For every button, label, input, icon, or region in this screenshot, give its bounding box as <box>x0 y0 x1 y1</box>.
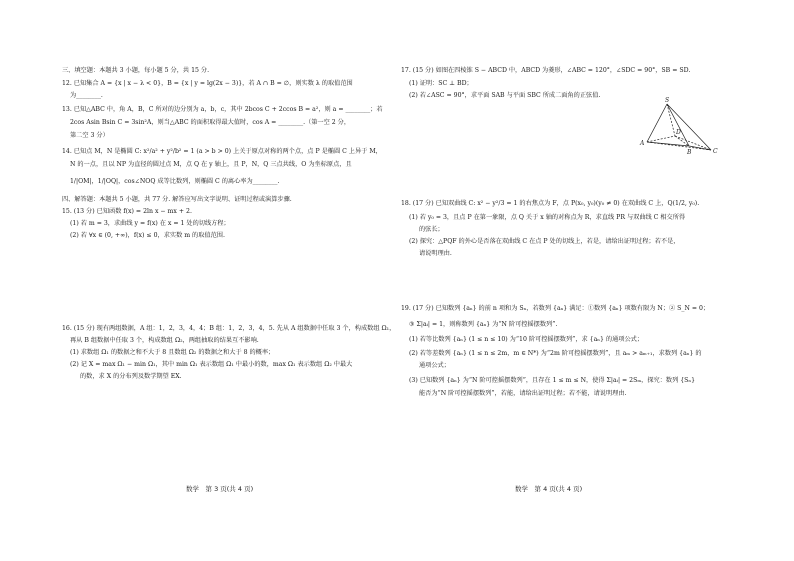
vertex-D-label: D <box>676 129 681 136</box>
question-17: 17. (15 分) 如图在四棱锥 S − ABCD 中，ABCD 为菱形，∠ABC = 120°，∠SDC = 90°，SB = SD. <box>401 67 691 74</box>
question-16-cont: 再从 B 组数据中任取 3 个，构成数组 Ω₂，两组抽取的结果互不影响. <box>70 337 259 344</box>
question-18-part2-cont: 请说明理由. <box>419 250 452 257</box>
question-19-part3-cont: 能否为“N 阶可控摇摆数列”，若能，请给出证明过程；若不能，请说明理由. <box>419 390 627 397</box>
question-18-part1: (1) 若 y₀ = 3，且点 P 在第一象限，点 Q 关于 x 轴的对称点为 R，求直线 PR 与双曲线 C 相交所得 <box>409 214 686 221</box>
question-13-cont2: 第二空 3 分） <box>70 132 109 139</box>
question-16-part2: (2) 记 X = max Ω₁ − min Ω₁，其中 min Ω₁ 表示数组 Ω₁ 中最小的数，max Ω₁ 表示数组 Ω₂ 中最大 <box>70 361 353 368</box>
question-16: 16. (15 分) 现有两组数据，A 组：1，2，3，4，4；B 组：1，2，3，4，5. 先从 A 组数据中任取 3 个，构成数组 Ω₁， <box>62 325 396 332</box>
question-19: 19. (17 分) 已知数列 {aₙ} 的前 n 项和为 Sₙ，若数列 {aₙ} 满足：①数列 {aₙ} 项数有限为 N；② S_N = 0； <box>401 305 710 312</box>
question-14: 14. 已知点 M，N 是椭圆 C: x²/a² + y²/b² = 1 (a > b > 0) 上关于原点对称的两个点，点 P 是椭圆 C 上异于 M， <box>62 148 382 155</box>
question-15-part2: (2) 若 ∀x ∈ (0, +∞)，f(x) ≤ 0，求实数 m 的取值范围. <box>70 232 225 239</box>
question-13: 13. 已知△ABC 中，角 A，B，C 所对的边分别为 a，b，c，其中 2bcos C + 2ccos B = a²，则 a = ________；若 <box>62 106 383 113</box>
question-15-part1: (1) 若 m = 3，求曲线 y = f(x) 在 x = 1 处的切线方程； <box>70 220 230 227</box>
page-footer: 数学 第 4 页(共 4 页) <box>515 485 583 493</box>
section-solution-heading: 四、解答题：本题共 5 小题，共 77 分. 解答应写出文字说明、证明过程或演算步骤. <box>62 196 292 203</box>
vertex-B-label: B <box>687 149 692 156</box>
question-18-part1-cont: 的弦长； <box>419 226 444 233</box>
question-18-part2: (2) 探究：△PQF 的外心是否落在双曲线 C 在点 P 处的切线上，若是，请给出证明过程；若不是， <box>409 238 680 245</box>
question-16-part2-cont: 的数，求 X 的分布列及数学期望 EX. <box>80 373 182 380</box>
page-footer: 数学 第 3 页(共 4 页) <box>186 485 254 493</box>
question-12-cont: 为________. <box>70 92 103 99</box>
question-19-part2-cont: 通项公式； <box>419 362 450 369</box>
question-15: 15. (13 分) 已知函数 f(x) = 2ln x − mx + 2. <box>62 208 192 215</box>
question-14-cont: N 的一点，且以 NP 为直径的圆过点 M，点 Q 在 y 轴上，且 P，N，Q 三点共线，O 为坐标原点，且 <box>70 161 352 168</box>
question-19-part1: (1) 若等比数列 {aₙ} (1 ≤ n ≤ 10) 为“10 阶可控摇摆数列”，求 {aₙ} 的通项公式； <box>409 336 644 343</box>
question-16-part1: (1) 求数组 Ω₁ 的数据之和不大于 8 且数组 Ω₂ 的数据之和大于 8 的概率； <box>70 349 275 356</box>
question-19-part2: (2) 若等差数列 {aₙ} (1 ≤ n ≤ 2m，m ∈ N*) 为“2m 阶可控摇摆数列”，且 aₘ > aₘ₊₁，求数列 {aₙ} 的 <box>409 350 702 357</box>
question-19-part3: (3) 已知数列 {aₙ} 为“N 阶可控摇摆数列”，且存在 1 ≤ m ≤ N，使得 Σ|aᵢ| = 2Sₘ，探究：数列 {Sₙ} <box>409 377 696 384</box>
pyramid-figure <box>627 97 737 182</box>
page-4 <box>397 0 794 561</box>
question-12: 12. 已知集合 A = {x | x − λ < 0}，B = {x | y = lg(2x − 3)}，若 A ∩ B = ∅，则实数 λ 的取值范围 <box>62 80 353 87</box>
question-17-part1: (1) 证明：SC ⊥ BD； <box>409 80 473 87</box>
section-fill-in-heading: 三、填空题：本题共 3 小题，每小题 5 分，共 15 分. <box>62 67 210 74</box>
vertex-C-label: C <box>713 148 718 155</box>
vertex-A-label: A <box>640 140 645 147</box>
question-14-cont2: 1/|OM|，1/|OQ|，cos∠NOQ 成等比数列，则椭圆 C 的离心率为________. <box>70 178 280 185</box>
vertex-S-label: S <box>665 97 670 104</box>
question-18: 18. (17 分) 已知双曲线 C: x² − y²/3 = 1 的右焦点为 F，点 P(x₀, y₀)(y₀ ≠ 0) 在双曲线 C 上，Q(1/2, y₀). <box>401 200 700 207</box>
question-13-cont: 2cos Asin Bsin C = 3sin²A，则当△ABC 的面积取得最大值时，cos A = ________.（第一空 2 分， <box>70 119 351 126</box>
question-19-cont: ③ Σ|aᵢ| = 1，则称数列 {aₙ} 为“N 阶可控摇摆数列”. <box>409 321 558 328</box>
question-17-part2: (2) 若∠ASC = 90°，求平面 SAB 与平面 SBC 所成二面角的正弦值. <box>409 92 601 99</box>
